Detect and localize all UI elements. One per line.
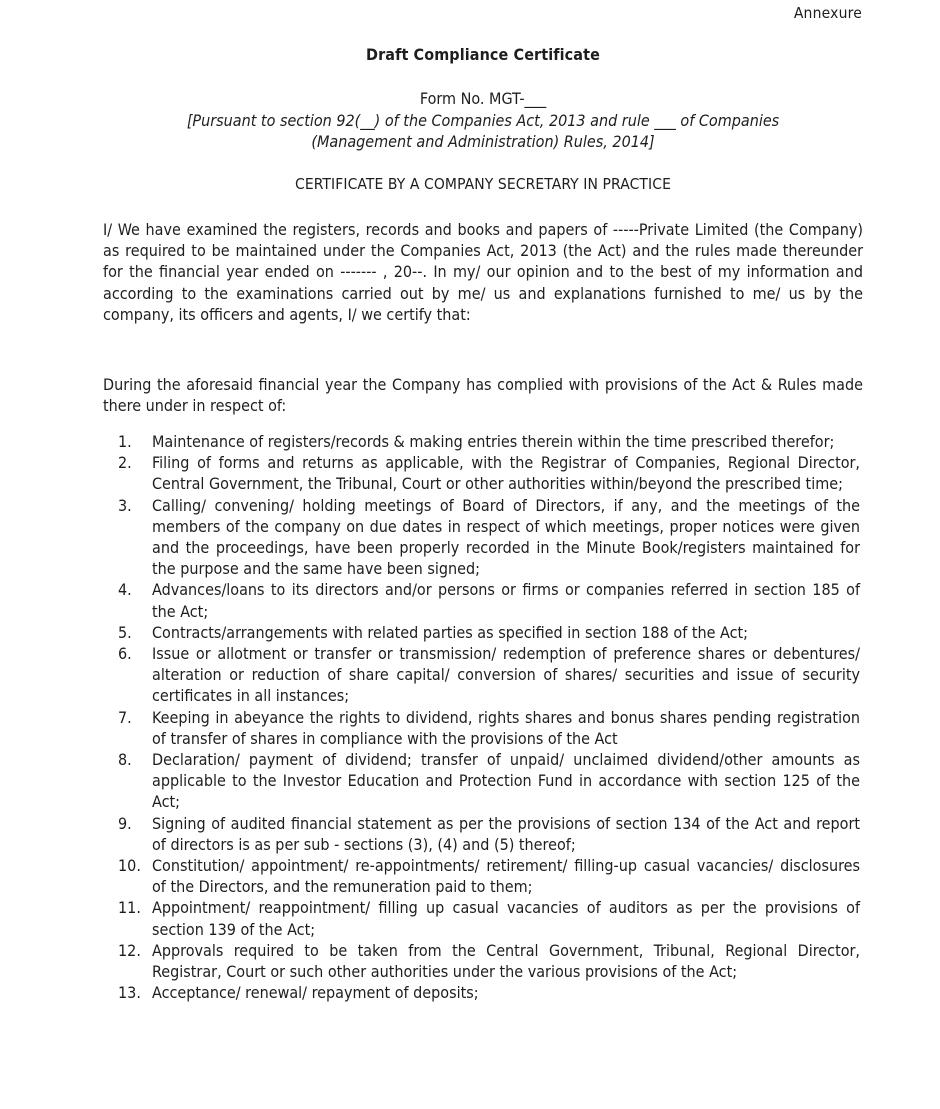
list-item — [118, 431, 860, 452]
compliance-paragraph: During the aforesaid financial year the Company has complied with provisions of the Act & Rules made there under in respect of: — [103, 375, 863, 416]
list-item — [118, 897, 860, 939]
item-number: 10. — [118, 856, 141, 876]
list-item — [118, 749, 860, 813]
pursuant-line-2: (Management and Administration) Rules, 2014] — [311, 132, 655, 151]
pursuant-clause — [0, 110, 940, 152]
item-number: 2. — [118, 453, 132, 473]
list-item — [118, 940, 860, 982]
list-item — [118, 452, 860, 494]
item-text: Advances/loans to its directors and/or persons or firms or companies referred in section 185 of the Act; — [152, 580, 860, 621]
item-text: Acceptance/ renewal/ repayment of deposits; — [152, 983, 479, 1003]
item-text: Appointment/ reappointment/ filling up casual vacancies of auditors as per the provisions of section 139 of the Act; — [152, 898, 860, 939]
item-number: 3. — [118, 495, 132, 515]
item-text: Declaration/ payment of dividend; transfer of unpaid/ unclaimed dividend/other amounts as applicable to the Investor Education and Protection Fund in accordance with section 125 of the Act; — [152, 750, 860, 812]
item-number: 13. — [118, 983, 141, 1003]
item-text: Contracts/arrangements with related parties as specified in section 188 of the Act; — [152, 622, 748, 642]
item-number: 5. — [118, 622, 132, 642]
item-text: Filing of forms and returns as applicable, with the Registrar of Companies, Regional Director, Central Government, the Tribunal, Court or other authorities within/beyond the prescribed time; — [152, 453, 860, 494]
document-title: Draft Compliance Certificate — [366, 45, 600, 64]
item-number: 1. — [118, 432, 132, 451]
item-number: 4. — [118, 580, 132, 600]
item-text: Constitution/ appointment/ re-appointments/ retirement/ filling-up casual vacancies/ disclosures of the Directors, and the remuneration paid to them; — [152, 856, 860, 897]
item-text: Keeping in abeyance the rights to dividend, rights shares and bonus shares pending registration of transfer of shares in compliance with the provisions of the Act — [152, 707, 860, 748]
compliance-items-list — [118, 431, 860, 1003]
item-number: 11. — [118, 898, 141, 918]
annexure-label: Annexure — [793, 4, 862, 22]
list-item — [118, 855, 860, 897]
item-number: 9. — [118, 813, 132, 833]
intro-paragraph: I/ We have examined the registers, records and books and papers of -----Private Limited (the Company) as required to be maintained under the Companies Act, 2013 (the Act) and the rules made thereunder for the financial year ended on ------- , 20--. In my/ our opinion and to the best of my information and according to the examinations carried out by me/ us and explanations furnished to me/ us by the company, its officers and agents, I/ we certify that: — [103, 220, 863, 324]
certificate-heading: CERTIFICATE BY A COMPANY SECRETARY IN PRACTICE — [295, 175, 671, 193]
form-number: Form No. MGT-___ — [419, 89, 547, 108]
list-item — [118, 495, 860, 580]
item-number: 8. — [118, 750, 132, 770]
item-text: Signing of audited financial statement as per the provisions of section 134 of the Act and report of directors is as per sub - sections (3), (4) and (5) thereof; — [152, 813, 860, 854]
item-text: Approvals required to be taken from the Central Government, Tribunal, Regional Director, Registrar, Court or such other authorities under the various provisions of the Act; — [152, 940, 860, 982]
list-item — [118, 982, 860, 1003]
item-number: 12. — [118, 940, 141, 960]
item-number: 6. — [118, 644, 132, 664]
list-item — [118, 643, 860, 707]
item-text: Calling/ convening/ holding meetings of Board of Directors, if any, and the meetings of the members of the company on due dates in respect of which meetings, proper notices were given and the proceedings, have been properly recorded in the Minute Book/registers maintained for the purpose and the same have been signed; — [152, 495, 860, 579]
list-item — [118, 579, 860, 621]
list-item — [118, 622, 860, 643]
item-number: 7. — [118, 707, 132, 727]
item-text: Issue or allotment or transfer or transmission/ redemption of preference shares or debentures/ alteration or reduction of share capital/ conversion of shares/ securities and issue of security certificates in all instances; — [152, 644, 860, 706]
list-item — [118, 707, 860, 749]
pursuant-line-1: [Pursuant to section 92(__) of the Companies Act, 2013 and rule ___ of Companies — [186, 111, 780, 130]
item-text: Maintenance of registers/records & making entries therein within the time prescribed therefor; — [152, 432, 835, 451]
list-item — [118, 813, 860, 855]
